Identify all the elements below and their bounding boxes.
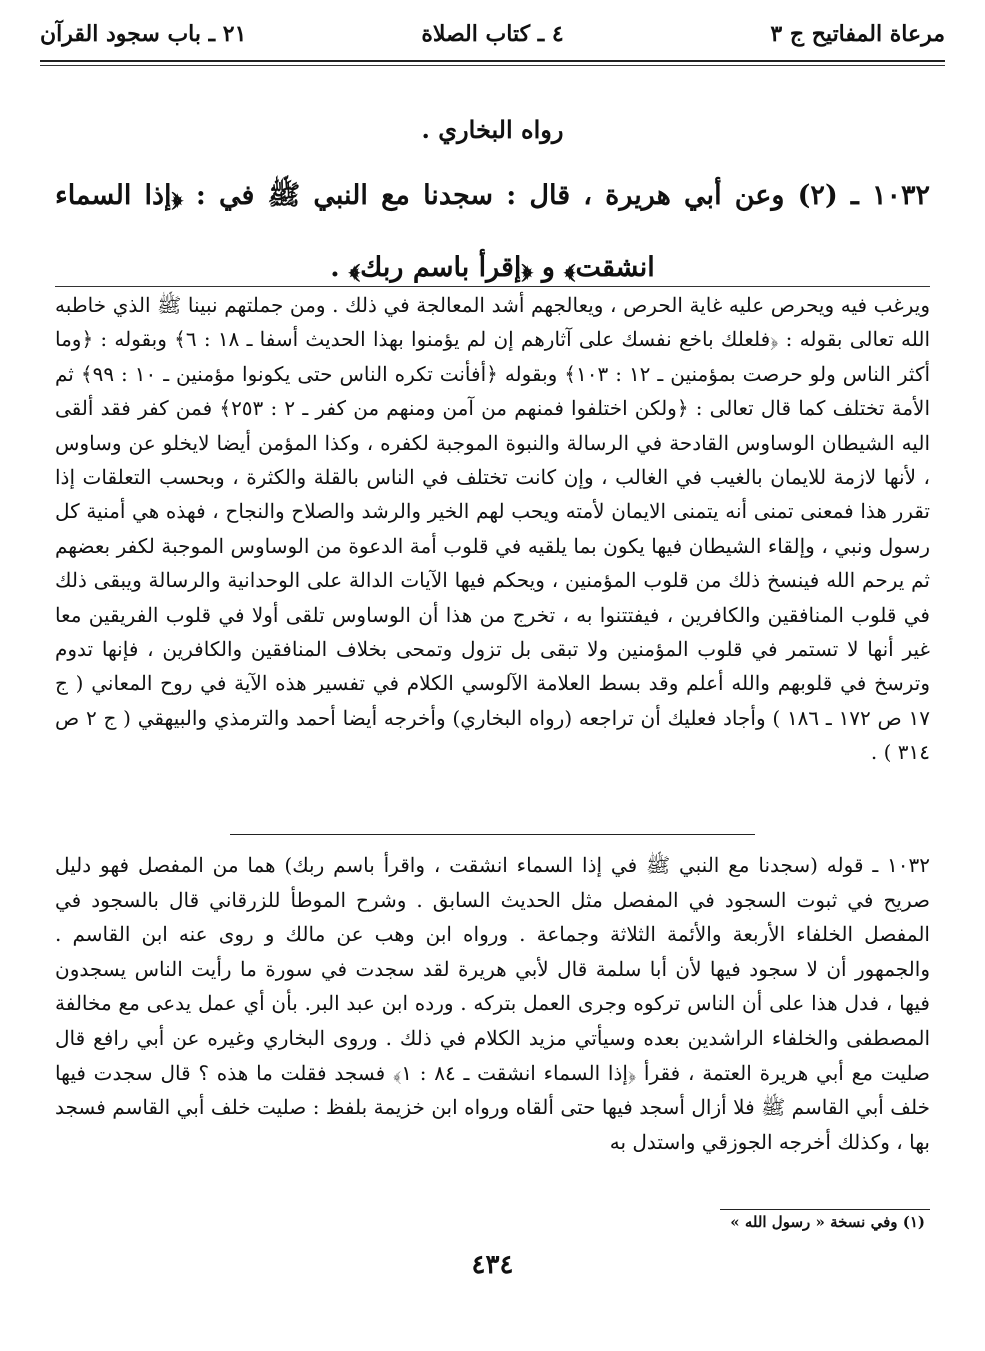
footnote: (١) وفي نسخة « رسول الله »	[730, 1213, 925, 1231]
body-paragraph: ويرغب فيه ويحرص عليه غاية الحرص ، ويعالجهم أشد المعالجة في ذلك . ومن جملتهم نبينا ﷺ الذي خاطبه الله تعالى بقوله : ﴿فلعلك باخع نفسك على آثارهم إن لم يؤمنوا بهذا الحديث أسفا ـ ١٨ : ٦﴾ وبقوله : ﴿وما أكثر الناس ولو حرصت بمؤمنين ـ ١٢ : ١٠٣﴾ وبقوله ﴿أفأنت تكره الناس حتى يكونوا مؤمنين ـ ١٠ : ٩٩﴾ ثم الأمة تختلف كما قال تعالى : ﴿ولكن اختلفوا فمنهم من آمن ومنهم من كفر ـ ٢ : ٢٥٣﴾ فمن كفر فقد ألقى اليه الشيطان الوساوس القادحة في الرسالة والنبوة الموجبة لكفره ، وكذا المؤمن أيضا لايخلو عن وساوس ، لأنها لازمة للايمان بالغيب في الغالب ، وإن كانت تختلف في الناس بالقلة والكثرة ، وبحسب التعلقات إذا تقرر هذا فمعنى تمنى أنه يتمنى الايمان لأمته ويحب لهم الخير والرشد والصلاح والنجاح ، فهذه هي أمنية كل رسول ونبي ، وإلقاء الشيطان فيها يكون بما يلقيه في قلوب أمة الدعوة من الوساوس الموجبة لكفر بعضهم ثم يرحم الله فينسخ ذلك من قلوب المؤمنين ، ويحكم فيها الآيات الدالة على الوحدانية والرسالة ويبقى ذلك في قلوب المنافقين والكافرين ، فيفتتنوا به ، تخرج من هذا أن الوساوس تلقى أولا في قلوب الفريقين معا غير أنها لا تستمر في قلوب المؤمنين ولا تبقى بل تزول وتمحى بخلاف المنافقين والكافرين ، فإنها تدوم وترسخ في قلوبهم والله أعلم وقد بسط العلامة الآلوسي الكلام في تفسير هذه الآية في روح المعاني ( ج ١٧ ص ١٧٢ ـ ١٨٦ ) وأجاد فعليك أن تراجعه (رواه البخاري) وأخرجه أيضا أحمد والترمذي والبيهقي ( ج ٢ ص ٣١٤ ) .	[55, 293, 931, 765]
footnote-rule	[720, 1209, 930, 1210]
page-number: ٤٣٤	[471, 1250, 514, 1280]
header-section: ٢١ ـ باب سجود القرآن	[40, 21, 247, 47]
commentary-rule	[230, 834, 755, 835]
commentary-paragraph: ١٠٣٢ ـ قوله (سجدنا مع النبي ﷺ في إذا السماء انشقت ، واقرأ باسم ربك) هما من المفصل فهو دليل صريح في ثبوت السجود في المفصل مثل الحديث السابق . وشرح الموطأ للزرقاني قال بالسجود في المفصل الخلفاء الأربعة والأئمة الثلاثة وجماعة . ورواه ابن وهب عن مالك و روى عنه ابن القاسم . والجمهور أن لا سجود فيها لأن أبا سلمة قال لأبي هريرة لقد سجدت في سورة ما رأيت الناس يسجدون فيها ، فدل هذا على أن الناس تركوه وجرى العمل بتركه . ورده ابن عبد البر. بأن أي عمل يدعى مع مخالفة المصطفى والخلفاء الراشدين بعده وسيأتي مزيد الكلام في ذلك . وروى البخاري وغيره عن أبي رافع قال صليت مع أبي هريرة العتمة ، فقرأ ﴿إذا السماء انشقت ـ ٨٤ : ١﴾ فسجد فقلت ما هذه ؟ قال سجدت فيها خلف أبي القاسم ﷺ فلا أزال أسجد فيها حتى ألقاه ورواه ابن خزيمة بلفظ : صليت خلف أبي القاسم فسجد بها ، وكذلك أخرجه الجوزقي واستدل به	[55, 853, 930, 1154]
header-chapter: ٤ ـ كتاب الصلاة	[421, 21, 564, 47]
narration-line: رواه البخاري .	[421, 115, 564, 144]
header-rule-thin	[40, 65, 945, 66]
section-rule	[55, 286, 930, 287]
header-book-title: مرعاة المفاتيح ج ٣	[770, 21, 945, 47]
running-header	[40, 14, 945, 54]
header-rule	[40, 60, 945, 62]
hadith-text: ١٠٣٢ ـ (٢) وعن أبي هريرة ، قال : سجدنا مع النبي ﷺ في : ﴿إذا السماء انشقت﴾ و ﴿إقرأ باسم ربك﴾ .	[55, 180, 930, 283]
